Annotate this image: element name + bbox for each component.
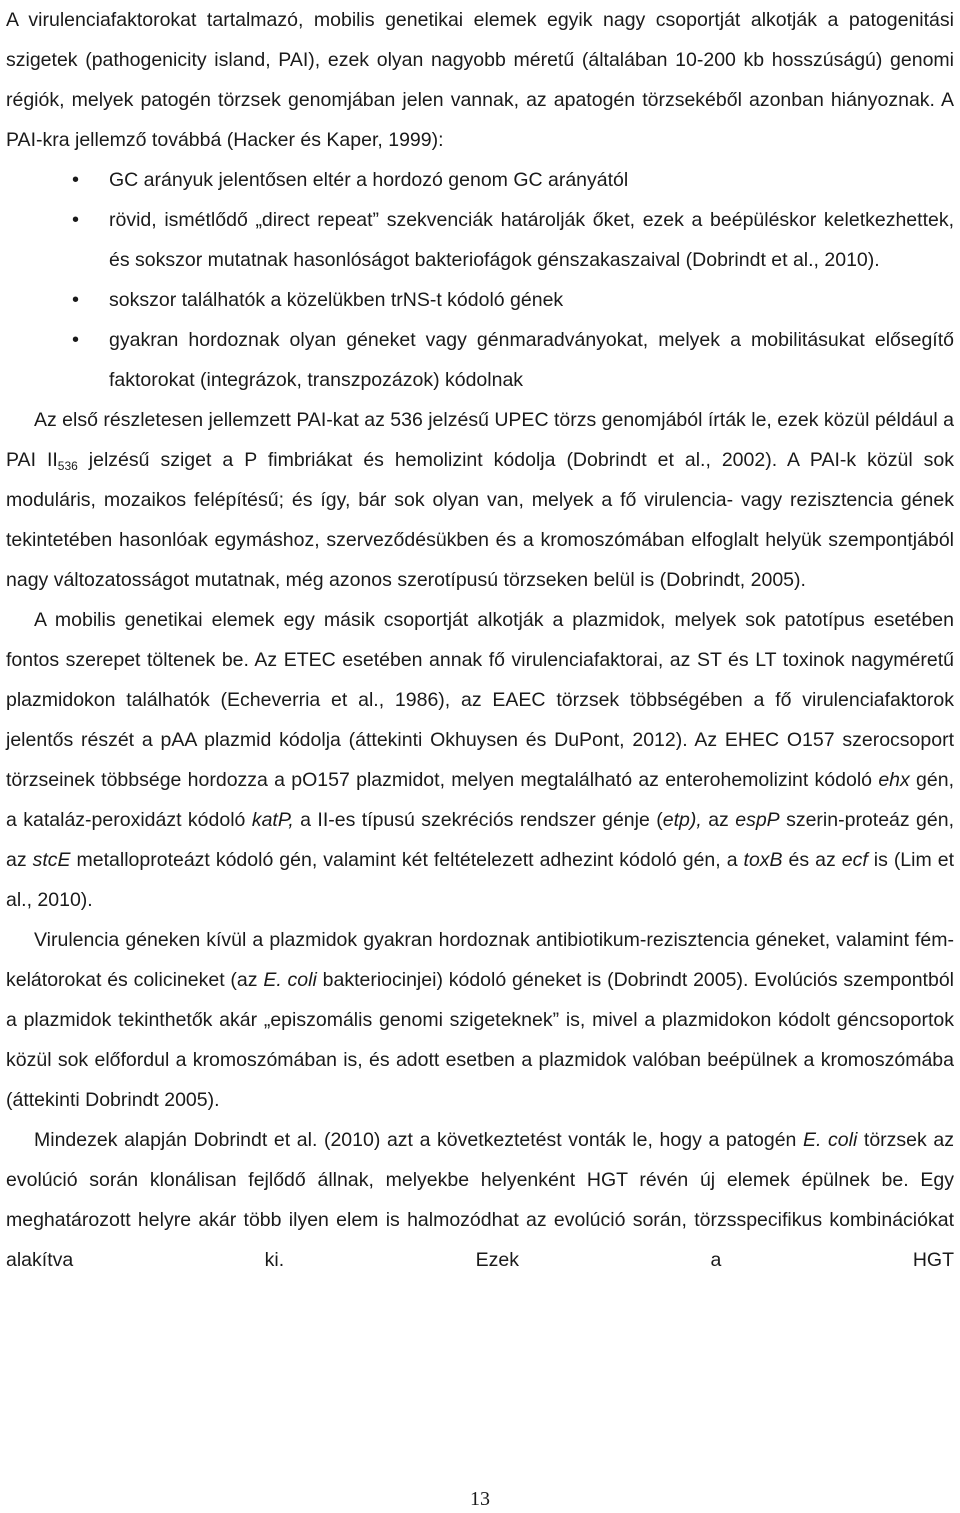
page-number: 13 xyxy=(470,1488,490,1510)
paragraph-pai-intro xyxy=(6,0,954,160)
bullet-icon: • xyxy=(72,289,80,311)
gene-etp: etp), xyxy=(662,809,702,831)
paragraph-conclusion: Mindezek alapján Dobrindt et al. (2010) azt a következtetést vonták le, hogy a patogén E. coli törzsek az evolúció során klonálisan fejlődő állnak, melyekbe helyenként HGT révén új elemek épülnek be. Egy meghatározott helyre akár több ilyen elem is halmozódhat az evolúció során, törzsspecifikus kombinációkat alakítva ki. Ezek a HGT xyxy=(6,1129,954,1271)
gene-espp: espP xyxy=(735,809,780,831)
gene-stce: stcE xyxy=(32,849,71,871)
bullet-icon: • xyxy=(72,169,80,191)
gene-toxb: toxB xyxy=(743,849,783,871)
paragraph-resistance-genes: Virulencia géneken kívül a plazmidok gyakran hordoznak antibiotikum-rezisztencia géneket, valamint fém-kelátorokat és colicineket (az E. coli bakteriocinjei) kódoló géneket is (Dobrindt 2005). Evolúciós szempontból a plazmidok tekinthetők akár „episzomális genomi szigeteknek” is, mivel a plazmidokon kódolt géncsoportok közül sok előfordul a kromoszómában is, és adott esetben a plazmidok valóban beépülnek a kromoszómába (áttekinti Dobrindt 2005). xyxy=(6,929,954,1111)
bullet-icon: • xyxy=(72,209,80,231)
species-e-coli: E. coli xyxy=(803,1129,858,1151)
list-item: • GC arányuk jelentősen eltér a hordozó genom GC arányától xyxy=(6,160,954,200)
paragraph-plasmids: A mobilis genetikai elemek egy másik csoportját alkotják a plazmidok, melyek sok patotípus esetében fontos szerepet töltenek be. Az ETEC esetében annak fő virulenciafaktorai, az ST és LT toxinok nagyméretű plazmidokon találhatók (Echeverria et al., 1986), az EAEC törzsek többségében a fő virulenciafaktorok jelentős részét a pAA plazmid kódolja (áttekinti Okhuysen és DuPont, 2012). Az EHEC O157 szerocsoport törzseinek többsége hordozza a pO157 plazmidot, melyen megtalálható az enterohemolizint kódoló ehx gén, a kataláz-peroxidázt kódoló katP, a II-es típusú szekréciós rendszer génje (etp), az espP szerin-proteáz gén, az stcE metalloproteázt kódoló gén, valamint két feltételezett adhezint kódoló gén, a toxB és az ecf is (Lim et al., 2010). xyxy=(6,609,955,911)
list-item: • sokszor találhatók a közelükben trNS-t kódoló gének xyxy=(6,280,954,320)
paragraph-upec-pai: Az első részletesen jellemzett PAI-kat az 536 jelzésű UPEC törzs genomjából írták le, ezek közül például a PAI $II_{536}$ jelzésű sziget a P fimbriákat és hemolizint kódolja (Dobrindt et al., 2002). A PAI-k közül sok moduláris, mozaikos felépítésű; és így, bár sok olyan van, melyek a fő virulencia- vagy rezisztencia gének tekintetében hasonlóak egymáshoz, szerveződésükben és a kromoszómában elfoglalt helyük szempontjából nagy változatosságot mutatnak, még azonos szerotípusú törzseken belül is (Dobrindt, 2005). xyxy=(6,409,954,591)
list-item: • gyakran hordoznak olyan géneket vagy génmaradványokat, melyek a mobilitásukat elősegítő faktorokat (integrázok, transzpozázok) kódolnak xyxy=(6,320,954,400)
gene-katp: katP, xyxy=(251,809,294,831)
species-e-coli: E. coli xyxy=(263,969,317,991)
paragraph-pai-intro-text: A virulenciafaktorokat tartalmazó, mobilis genetikai elemek egyik nagy csoportját alkotják a patogenitási szigetek (pathogenicity island, PAI), ezek olyan nagyobb méretű (általában 10-200 kb hosszúságú) genomi régiók, melyek patogén törzsek genomjában jelen vannak, az apatogén törzsekéből azonban hiányoznak. A PAI-kra jellemző továbbá (Hacker és Kaper, 1999): xyxy=(6,9,954,151)
gene-ecf: ecf xyxy=(841,849,868,871)
pai-characteristics-list xyxy=(6,160,954,400)
bullet-icon: • xyxy=(72,329,80,351)
subscript-536: 536 xyxy=(57,459,78,473)
gene-ehx: ehx xyxy=(878,769,910,791)
list-item: • rövid, ismétlődő „direct repeat” szekvenciák határolják őket, ezek a beépüléskor keletkezhettek, és sokszor mutatnak hasonlóságot bakteriofágok génszakaszaival (Dobrindt et al., 2010). xyxy=(6,200,954,280)
